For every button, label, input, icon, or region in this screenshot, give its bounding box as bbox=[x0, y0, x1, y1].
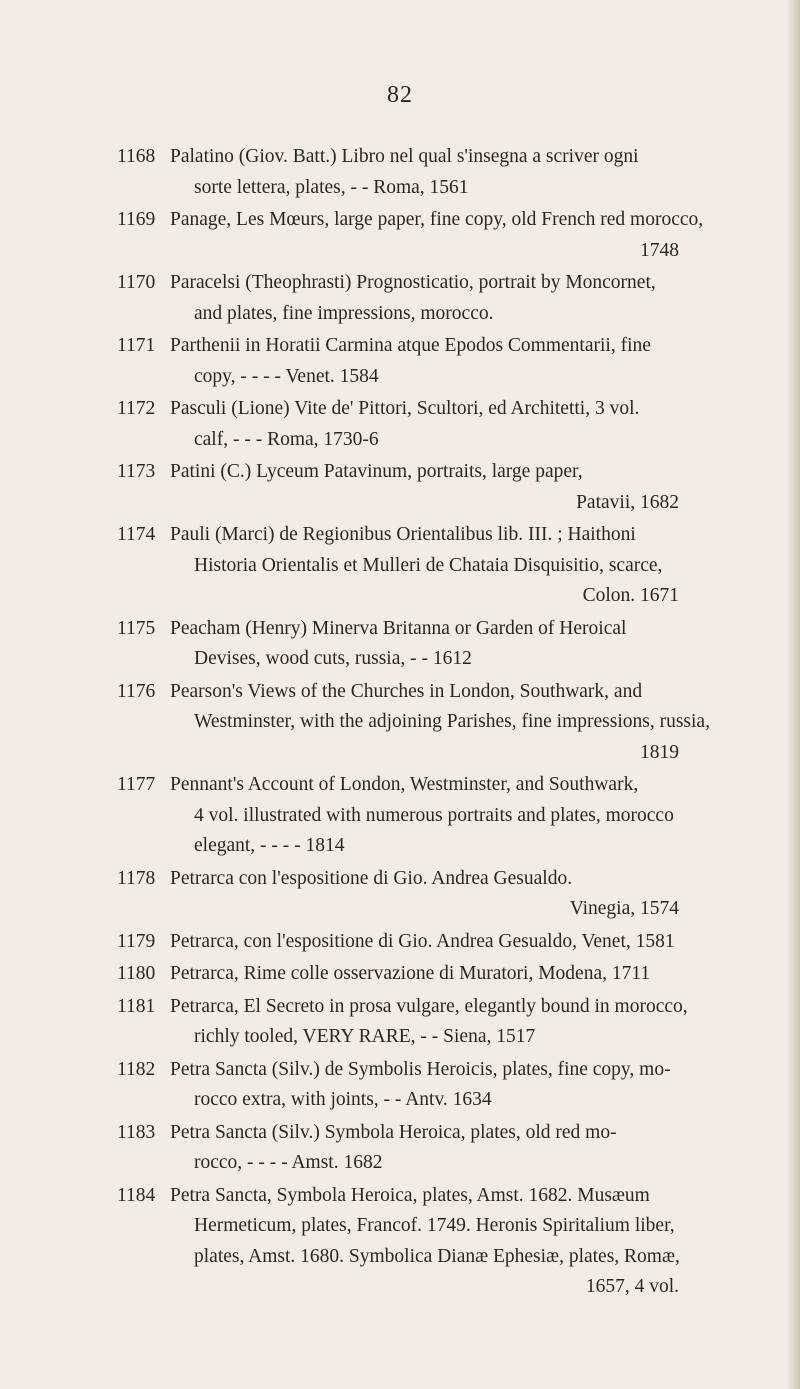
lot-number: 1172 bbox=[117, 398, 156, 419]
lot-number: 1180 bbox=[117, 963, 156, 984]
catalogue-entry bbox=[117, 770, 679, 862]
catalogue-entries bbox=[117, 142, 710, 1305]
entry-line: Petra Sancta, Symbola Heroica, plates, Amst. 1682. Musæum bbox=[170, 1184, 650, 1206]
catalogue-entry bbox=[117, 864, 679, 925]
entry-line: Colon. 1671 bbox=[582, 585, 679, 606]
lot-number: 1182 bbox=[117, 1058, 156, 1080]
catalogue-entry bbox=[117, 927, 679, 958]
entry-line: Parthenii in Horatii Carmina atque Epodos Commentarii, fine bbox=[170, 335, 651, 356]
lot-number: 1173 bbox=[117, 461, 156, 482]
entry-line: Hermeticum, plates, Francof. 1749. Heronis Spiritalium liber, bbox=[194, 1215, 675, 1236]
page-edge-shadow bbox=[786, 0, 800, 1389]
entry-line: Petrarca, con l'espositione di Gio. Andrea Gesualdo, Venet, 1581 bbox=[170, 930, 675, 952]
catalogue-entry bbox=[117, 142, 679, 203]
lot-number: 1170 bbox=[117, 272, 156, 293]
entry-description bbox=[170, 268, 679, 329]
entry-line: 1748 bbox=[640, 239, 679, 261]
entry-line: rocco extra, with joints, - - Antv. 1634 bbox=[194, 1089, 492, 1110]
entry-line: Pennant's Account of London, Westminster, and Southwark, bbox=[170, 774, 639, 795]
entry-description bbox=[170, 142, 679, 203]
entry-line: Petra Sancta (Silv.) Symbola Heroica, plates, old red mo- bbox=[170, 1121, 617, 1143]
entry-line: Vinegia, 1574 bbox=[569, 898, 679, 919]
entry-description bbox=[170, 1118, 679, 1179]
entry-line: Petrarca, Rime colle osservazione di Muratori, Modena, 1711 bbox=[170, 963, 651, 984]
entry-description bbox=[170, 677, 710, 769]
lot-number: 1174 bbox=[117, 524, 156, 545]
entry-line: 4 vol. illustrated with numerous portraits and plates, morocco bbox=[194, 804, 674, 826]
entry-description bbox=[170, 520, 679, 612]
entry-description bbox=[170, 992, 688, 1053]
entry-line: 1819 bbox=[640, 741, 679, 763]
entry-line: Pasculi (Lione) Vite de' Pittori, Scultori, ed Architetti, 3 vol. bbox=[170, 398, 640, 419]
entry-description bbox=[170, 770, 679, 862]
lot-number: 1177 bbox=[117, 774, 156, 795]
catalogue-entry bbox=[117, 1181, 679, 1303]
lot-number: 1176 bbox=[117, 680, 156, 702]
entry-line: Historia Orientalis et Mulleri de Chataia Disquisitio, scarce, bbox=[194, 554, 663, 576]
entry-description bbox=[170, 1181, 679, 1303]
entry-line: Patavii, 1682 bbox=[576, 491, 679, 513]
entry-line: Patini (C.) Lyceum Patavinum, portraits, large paper, bbox=[170, 461, 583, 482]
entry-description bbox=[170, 457, 679, 518]
catalogue-entry bbox=[117, 205, 704, 266]
page-number: 82 bbox=[387, 82, 413, 108]
entry-description bbox=[170, 927, 679, 958]
lot-number: 1184 bbox=[117, 1184, 156, 1206]
entry-description bbox=[170, 959, 679, 990]
entry-line: Peacham (Henry) Minerva Britanna or Garden of Heroical bbox=[170, 617, 627, 639]
catalogue-entry bbox=[117, 520, 679, 612]
catalogue-entry bbox=[117, 1055, 679, 1116]
lot-number: 1178 bbox=[117, 867, 156, 889]
lot-number: 1171 bbox=[117, 335, 156, 356]
entry-line: Petrarca con l'espositione di Gio. Andrea Gesualdo. bbox=[170, 867, 573, 889]
entry-description bbox=[170, 394, 679, 455]
entry-line: and plates, fine impressions, morocco. bbox=[194, 302, 494, 324]
entry-description bbox=[170, 864, 679, 925]
entry-line: rocco, - - - - Amst. 1682 bbox=[194, 1152, 383, 1173]
entry-line: sorte lettera, plates, - - Roma, 1561 bbox=[194, 176, 469, 198]
catalogue-entry bbox=[117, 268, 679, 329]
entry-description bbox=[170, 331, 679, 392]
entry-line: Devises, wood cuts, russia, - - 1612 bbox=[194, 648, 472, 669]
catalogue-entry bbox=[117, 331, 679, 392]
lot-number: 1169 bbox=[117, 209, 156, 230]
catalogue-entry bbox=[117, 614, 679, 675]
entry-line: Westminster, with the adjoining Parishes, fine impressions, russia, bbox=[194, 711, 710, 732]
entry-line: Pearson's Views of the Churches in London, Southwark, and bbox=[170, 680, 643, 702]
catalogue-entry bbox=[117, 1118, 679, 1179]
catalogue-entry bbox=[117, 677, 710, 769]
entry-line: Panage, Les Mœurs, large paper, fine copy, old French red morocco, bbox=[170, 209, 704, 230]
lot-number: 1179 bbox=[117, 930, 156, 952]
catalogue-entry bbox=[117, 959, 679, 990]
entry-line: 1657, 4 vol. bbox=[585, 1276, 679, 1297]
catalogue-entry bbox=[117, 394, 679, 455]
entry-line: Petra Sancta (Silv.) de Symbolis Heroicis, plates, fine copy, mo- bbox=[170, 1058, 671, 1080]
entry-line: Paracelsi (Theophrasti) Prognosticatio, portrait by Moncornet, bbox=[170, 272, 656, 293]
lot-number: 1181 bbox=[117, 995, 156, 1017]
catalogue-entry bbox=[117, 992, 688, 1053]
entry-line: Palatino (Giov. Batt.) Libro nel qual s'insegna a scriver ogni bbox=[170, 146, 639, 167]
entry-line: Petrarca, El Secreto in prosa vulgare, elegantly bound in morocco, bbox=[170, 995, 688, 1017]
entry-line: elegant, - - - - 1814 bbox=[194, 835, 345, 856]
entry-description bbox=[170, 205, 704, 266]
entry-line: richly tooled, VERY RARE, - - Siena, 1517 bbox=[194, 1026, 536, 1047]
entry-description bbox=[170, 614, 679, 675]
lot-number: 1183 bbox=[117, 1121, 156, 1143]
catalogue-entry bbox=[117, 457, 679, 518]
entry-line: calf, - - - Roma, 1730-6 bbox=[194, 428, 379, 450]
entry-description bbox=[170, 1055, 679, 1116]
lot-number: 1168 bbox=[117, 146, 156, 167]
entry-line: Pauli (Marci) de Regionibus Orientalibus lib. III. ; Haithoni bbox=[170, 524, 636, 545]
entry-line: plates, Amst. 1680. Symbolica Dianæ Ephesiæ, plates, Romæ, bbox=[194, 1245, 680, 1267]
lot-number: 1175 bbox=[117, 617, 156, 639]
entry-line: copy, - - - - Venet. 1584 bbox=[194, 365, 379, 387]
